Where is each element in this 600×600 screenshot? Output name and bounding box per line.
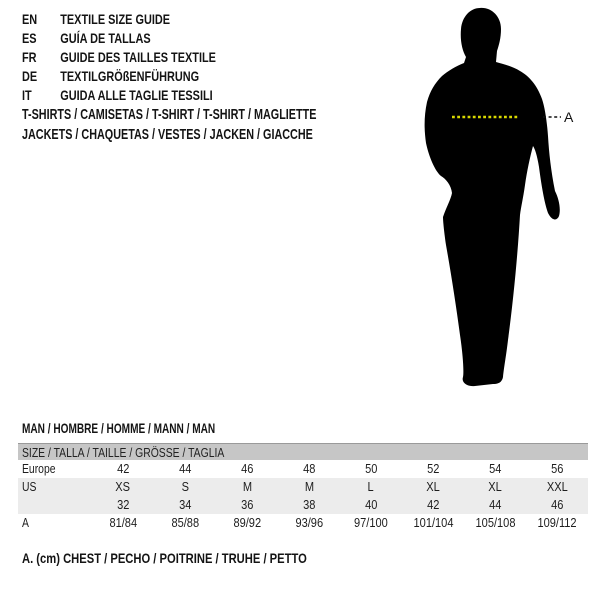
language-guide-title: TEXTILGRÖßENFÜHRUNG <box>60 68 200 84</box>
language-row <box>22 48 216 67</box>
size-cell: 97/100 <box>354 515 388 530</box>
size-cell: S <box>181 479 189 494</box>
language-guide-title: GUIDE DES TAILLES TEXTILE <box>60 49 216 65</box>
size-table-header <box>18 443 588 460</box>
size-table <box>18 443 588 532</box>
language-guide-title: TEXTILE SIZE GUIDE <box>60 11 171 27</box>
measurement-footnote: A. (cm) CHEST / PECHO / POITRINE / TRUHE / PETTO <box>22 550 307 566</box>
size-cell: 34 <box>178 497 192 512</box>
size-cell: XL <box>488 479 502 494</box>
man-figure-diagram <box>415 5 575 395</box>
size-cell: 46 <box>240 461 254 476</box>
language-guide-title: GUÍA DE TALLAS <box>60 30 151 46</box>
size-cell: XS <box>115 479 131 494</box>
size-cell: 56 <box>550 461 564 476</box>
size-cell: 42 <box>116 461 130 476</box>
language-row <box>22 86 216 105</box>
size-table-row <box>18 496 588 514</box>
language-code: FR <box>22 49 37 65</box>
language-row <box>22 10 216 29</box>
size-row-label: Europe <box>22 461 56 476</box>
size-cell: XXL <box>546 479 568 494</box>
size-cell: 105/108 <box>475 515 515 530</box>
size-row-label: US <box>22 479 37 494</box>
size-cell: 93/96 <box>295 515 323 530</box>
man-silhouette-svg <box>415 5 575 395</box>
size-cell: 81/84 <box>109 515 137 530</box>
category-tshirts: T-SHIRTS / CAMISETAS / T-SHIRT / T-SHIRT / MAGLIETTE <box>22 106 317 123</box>
size-cell: 44 <box>488 497 502 512</box>
size-cell: 54 <box>488 461 502 476</box>
size-cell: 109/112 <box>537 515 577 530</box>
size-cell: 44 <box>178 461 192 476</box>
measure-label-a: A <box>564 109 574 125</box>
size-cell: 50 <box>364 461 378 476</box>
size-table-row <box>18 460 588 478</box>
language-code: DE <box>22 68 38 84</box>
size-cell: 32 <box>116 497 130 512</box>
category-jackets: JACKETS / CHAQUETAS / VESTES / JACKEN / GIACCHE <box>22 125 313 143</box>
size-cell: 48 <box>302 461 316 476</box>
size-row-label: A <box>22 515 29 530</box>
size-cell: 42 <box>426 497 440 512</box>
size-cell: 52 <box>426 461 440 476</box>
size-cell: 89/92 <box>233 515 261 530</box>
size-cell: L <box>367 479 375 494</box>
size-cell: XL <box>426 479 440 494</box>
language-row <box>22 29 216 48</box>
size-cell: 40 <box>364 497 378 512</box>
size-cell: 101/104 <box>413 515 453 530</box>
size-table-header-text: SIZE / TALLA / TAILLE / GRÖSSE / TAGLIA <box>22 445 225 460</box>
language-guide-title: GUIDA ALLE TAGLIE TESSILI <box>60 87 213 103</box>
size-cell: 46 <box>550 497 564 512</box>
language-code: EN <box>22 11 38 27</box>
language-code: ES <box>22 30 37 46</box>
size-cell: M <box>304 479 314 494</box>
size-cell: 85/88 <box>171 515 199 530</box>
size-cell: 38 <box>302 497 316 512</box>
size-table-row <box>18 514 588 532</box>
language-code: IT <box>22 87 32 103</box>
size-cell: 36 <box>240 497 254 512</box>
garment-categories <box>22 105 316 144</box>
man-silhouette <box>425 8 560 386</box>
size-row-label <box>18 496 92 514</box>
language-row <box>22 67 216 86</box>
size-table-row <box>18 478 588 496</box>
section-label-man: MAN / HOMBRE / HOMME / MANN / MAN <box>22 420 216 436</box>
size-cell: M <box>242 479 252 494</box>
language-guide-list <box>22 10 216 105</box>
size-table-body <box>18 460 588 532</box>
